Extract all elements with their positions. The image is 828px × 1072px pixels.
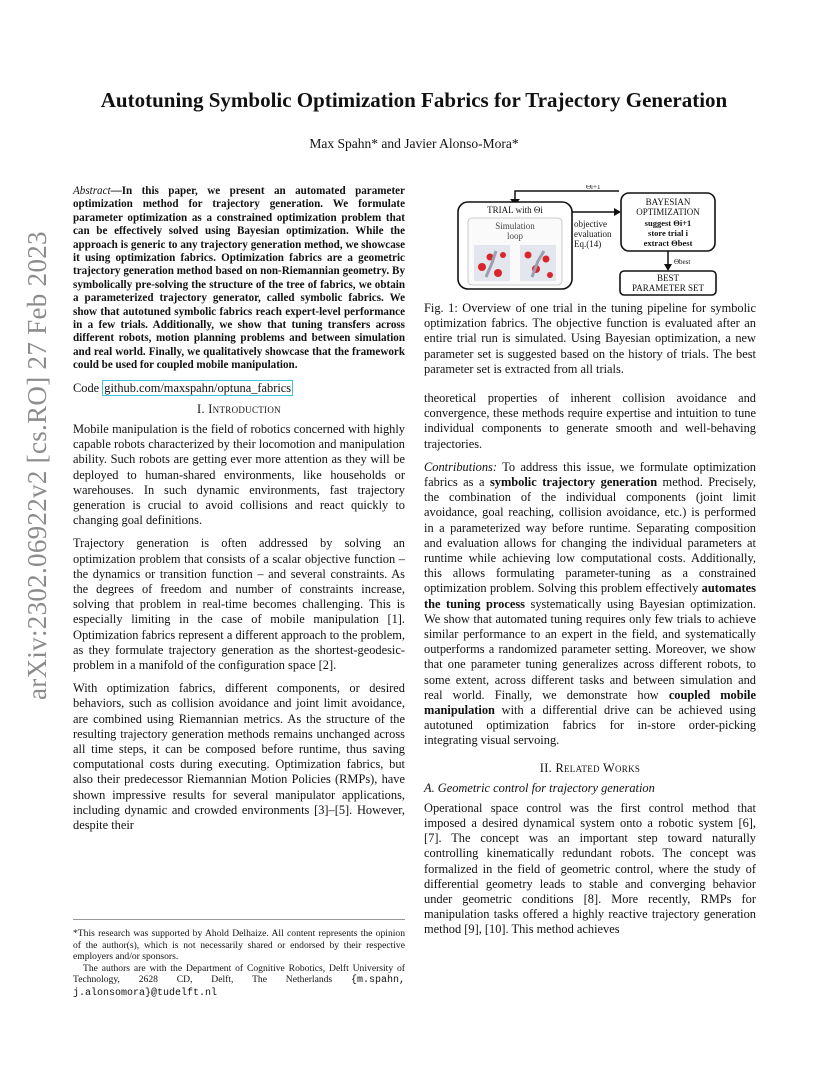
paper-authors: Max Spahn* and Javier Alonso-Mora* [309, 136, 519, 151]
section-heading-introduction: I. Introduction [197, 401, 281, 416]
intro-paragraph-2: Trajectory generation is often addressed by solving an optimization problem that consists of a scalar objective function – the dynamics or transition function – and several constraints. As the degrees of freedom and number of constraints increase, solving that problem in real-time becomes challenging. This is especially limiting in the case of mobile manipulation [1]. Optimization fabrics represent a different approach to the problem, as they formulate trajectory generation as the shortest-geodesic-problem in a manifold of the configuration space [2]. [73, 536, 405, 672]
paper-title: Autotuning Symbolic Optimization Fabrics for Trajectory Generation [100, 88, 728, 112]
best-arrowhead [664, 264, 672, 271]
theta-next-label: Θi+1 [586, 185, 601, 191]
abstract-dash: — [110, 185, 122, 197]
simulation-label-1: Simulation [495, 221, 535, 231]
bayesian-title-2: OPTIMIZATION [636, 207, 700, 217]
abstract-label: Abstract [73, 185, 111, 197]
footnote-email: {m.spahn, j.alonsomora}@tudelft.nl [73, 975, 405, 999]
objective-label-2: evaluation [574, 229, 612, 239]
right-paragraph-1: theoretical properties of inherent collision avoidance and convergence, these methods require expertise and intuition to tune individual components to generate smooth and well-behaving trajectories. [424, 391, 756, 451]
code-line [73, 381, 405, 396]
theta-best-label: Θbest [674, 258, 691, 266]
abstract-text: In this paper, we present an automated parameter optimization method for trajectory generation. We formulate parameter optimization as a constrained optimization problem that can be effectively solved using Bayesian optimization. While the approach is generic to any trajectory generation method, we showcase it using optimization fabrics. Optimization fabrics are a geometric trajectory generation method based on non-Riemannian geometry. By symbolically pre-solving the structure of the tree of fabrics, we obtain a parameterized trajectory generator, called symbolic fabrics. We show that autotuned symbolic fabrics reach expert-level performance in a few trials. Additionally, we show that tuning transfers across different robots, motion planning problems and between simulation and real world. Finally, we qualitatively showcase that the framework could be used for coupled mobile manipulation. [73, 185, 405, 372]
bayesian-step-store: store trial i [648, 228, 688, 238]
intro-paragraph-1: Mobile manipulation is the field of robotics concerned with highly capable robots characterized by their locomotion and manipulation ability. Such robots are getting ever more attention as they will be deployed to human-shared environments, like households or warehouses. In such dynamic environments, fast trajectory generation is crucial to avoid collisions and react quickly to changing goal definitions. [73, 421, 405, 528]
best-label-1: BEST [656, 273, 680, 283]
bayesian-step-extract: extract Θbest [643, 238, 693, 248]
simulation-label-2: loop [506, 231, 524, 241]
contrib-highlight-2: automates the tuning process [424, 581, 756, 611]
right-column [424, 185, 756, 938]
evaluation-arrowhead [614, 208, 621, 216]
code-label: Code [73, 380, 103, 395]
bayesian-title-1: BAYESIAN [645, 197, 691, 207]
objective-label-3: Eq.(14) [574, 239, 602, 249]
bayesian-step-suggest: suggest Θi+1 [644, 218, 692, 228]
left-column [73, 185, 405, 833]
robot-scene-right [520, 245, 556, 281]
trial-box-label: TRIAL with Θi [487, 205, 543, 215]
arxiv-identifier: arXiv:2302.06922v2 [cs.RO] 27 Feb 2023 [22, 231, 52, 700]
figure-1 [424, 185, 756, 297]
contributions-paragraph: Contributions: To address this issue, we formulate optimization fabrics as a symbolic trajectory generation method. Precisely, the combination of the individual components (joint limit avoidance, goal reaching, collision avoidance, etc.) is performed in a parameterized way before runtime. Separating composition and evaluation allows for changing the individual parameters at runtime while achieving low computational costs. Additionally, this allows formulating parameter-tuning as a constrained optimization problem. Solving this problem effectively automates the tuning process systematically using Bayesian optimization. We show that automated tuning requires only few trials to achieve similar performance to an expert in the field, and systematically outperforms a randomized parameter setting. Moreover, we show that one parameter tuning generalizes across different robots, to some extent, across different tasks and between simulation and real world. Finally, we demonstrate how coupled mobile manipulation with a differential drive can be achieved using autotuned optimization fabrics for in-store order-picking integrating visual servoing. [424, 459, 757, 748]
subsection-heading-geometric-control: A. Geometric control for trajectory generation [424, 780, 655, 795]
footnote-affiliation: The authors are with the Department of Cognitive Robotics, Delft University of Technology, 2628 CD, Delft, The Netherlands [73, 962, 405, 986]
contrib-highlight-1: symbolic trajectory generation [489, 475, 658, 490]
related-works-paragraph: Operational space control was the first control method that imposed a desired dynamical system onto a robotic system [6], [7]. The concept was an important step toward naturally controlling kinematically redundant robots. The concept was formalized in the field of geometric control, where the study of differential geometry leads to stable and converging behavior under geometric conditions [8]. More recently, RMPs for manipulation tasks offered a highly reactive trajectory generation method [9], [10]. This method achieves [424, 800, 756, 937]
abstract [73, 185, 405, 373]
footnotes [73, 919, 405, 1000]
figure-1-caption: Fig. 1: Overview of one trial in the tuning pipeline for symbolic optimization fabrics. The objective function is evaluated after an entire trial run is simulated. Using Bayesian optimization, a new parameter set is suggested based on the history of trials. The best parameter set is extracted from all trials. [424, 301, 756, 376]
footnote-funding: *This research was supported by Ahold Delhaize. All content represents the opinion of the author(s), which is not necessarily shared or endorsed by their respective employers and/or sponsors. [73, 928, 405, 963]
intro-paragraph-3: With optimization fabrics, different components, or desired behaviors, such as collision avoidance and joint limit avoidance, are combined using Riemannian metrics. As the structure of the resulting trajectory generation methods remains unchanged across all time steps, it can be composed before runtime, thus saving computational costs during executing. Optimization fabrics, but also their predecessor Riemannian Motion Policies (RMPs), have shown impressive results for several manipulator applications, including dynamic and crowded environments [3]–[5]. However, despite their [73, 681, 405, 832]
objective-label-1: objective [574, 219, 607, 229]
best-label-2: PARAMETER SET [632, 283, 704, 293]
section-heading-related-works: II. Related Works [539, 760, 641, 775]
code-link[interactable]: github.com/maxspahn/optuna_fabrics [104, 380, 292, 395]
robot-scene-left [474, 245, 510, 281]
contrib-highlight-3: coupled mobile manipulation [424, 687, 756, 718]
feedback-arrow [515, 191, 619, 201]
contributions-label: Contributions: [424, 459, 497, 474]
